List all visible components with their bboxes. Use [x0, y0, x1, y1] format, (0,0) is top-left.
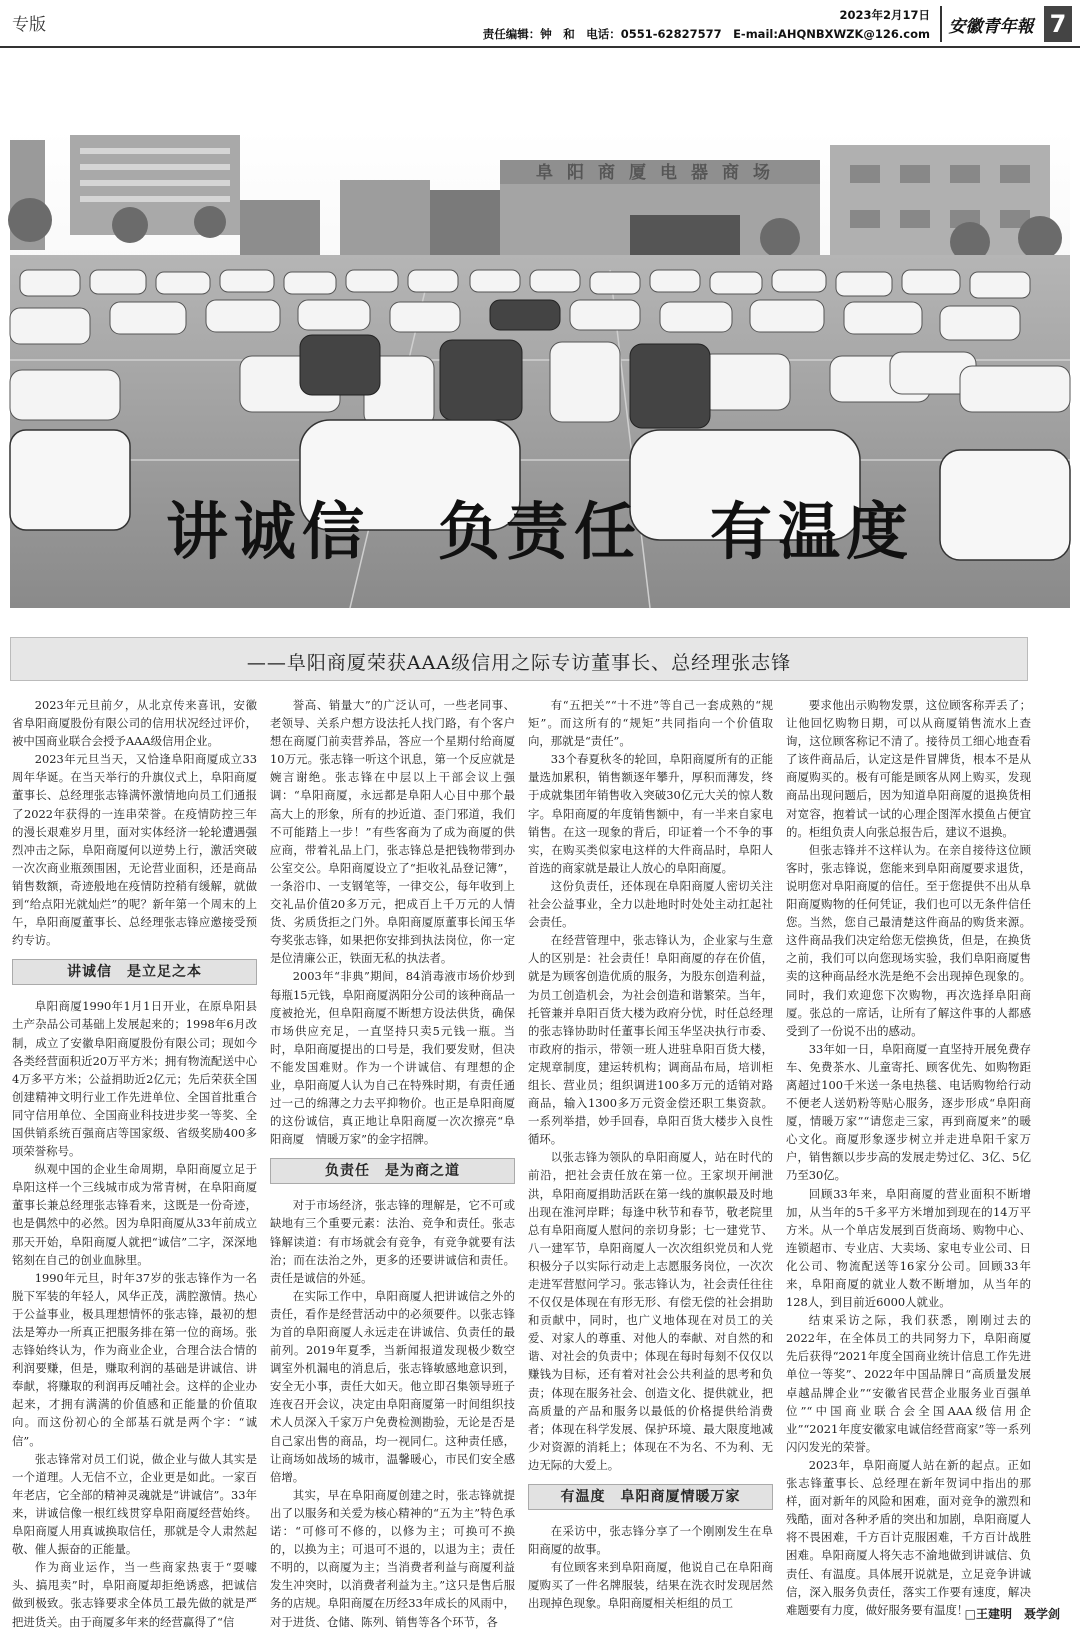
- main-headline: 讲诚信 负责任 有温度: [165, 495, 914, 568]
- paragraph: 阜阳商厦1990年1月1日开业，在原阜阳县土产杂品公司基础上发展起来的；1998年6月改制，成立了安徽阜阳商厦股份有限公司；现如今各类经营面积近20万平方米；拥有物流配送中心4万多平方米；公益捐助近2亿元；先后荣获全国创建精神文明行业工作先进单位、全国首批重合同守信用单位、全国商业科技进步奖一等奖、全国供销系统百强商店等国家级、省级奖励400多项荣誉称号。: [12, 999, 257, 1159]
- paragraph: 在经营管理中，张志锋认为，企业家与生意人的区别是：社会责任！阜阳商厦的存在价值，就是为顾客创造优质的服务，为股东创造利益，为员工创造机会，为社会创造和谐繁荣。当年，托管兼并阜阳百货大楼为政府分忧，时任总经理的张志锋协助时任董事长闻玉华坚决执行市委、市政府的指示，带领一班人进驻阜阳百货大楼，定规章制度，建运转机构；调商品布局，培训柜组长、营业员；组织调进100多万元的适销对路商品，输入1300多万元资金偿还职工集资款。一系列举措，妙手回春，阜阳百货大楼步入良性循环。: [528, 933, 773, 1147]
- author-byline: □王建明 聂学剑: [964, 1607, 1060, 1621]
- section-heading: 有温度 阜阳商厦情暖万家: [528, 1484, 773, 1510]
- page-header: [0, 0, 1080, 48]
- paragraph: 有“五把关”“十不进”等自己一套成熟的“规矩”。而这所有的“规矩”共同指向一个价值取向，那就是“责任”。: [528, 698, 773, 749]
- paragraph: 张志锋常对员工们说，做企业与做人其实是一个道理。人无信不立，企业更是如此。一家百年老店，它全部的精神灵魂就是“讲诚信”。33年来，讲诚信像一根红线贯穿阜阳商厦经营始终。阜阳商厦人用真诚换取信任，那就是令人肃然起敬、催人振奋的正能量。: [12, 1451, 257, 1557]
- paragraph: 但张志锋并不这样认为。在亲自接待这位顾客时，张志锋说，您能来到阜阳商厦要求退货，说明您对阜阳商厦的信任。至于您提供不出从阜阳商厦购物的任何凭证，我们也可以无条件信任您。当然，您自己最清楚这件商品的购货来源。这件商品我们决定给您无偿换货，但是，在换货之前，我们可以向您现场实验，我们阜阳商厦售卖的这种商品经水洗是绝不会出现掉色现象的。同时，我们欢迎您下次购物，再次选择阜阳商厦。张总的一席话，让所有了解这件事的人都感受到了一份说不出的感动。: [786, 842, 1031, 1038]
- paragraph: 以张志锋为领队的阜阳商厦人，站在时代的前沿，把社会责任放在第一位。王家坝开闸泄洪，阜阳商厦捐助活跃在第一线的旗帜最及时地出现在淮河岸畔；每逢中秋节和春节，敬老院里总有阜阳商厦人慰问的亲切身影；七一建党节、八一建军节，阜阳商厦人一次次组织党员和人党积极分子以实际行动走上志愿服务岗位，一次次走进军营慰问学习。张志锋认为，社会责任往往不仅仅是体现在有形无形、有偿无偿的社会捐助和贡献中，同时，也广义地体现在对员工的关爱、对家人的尊重、对他人的奉献、对自然的和谐、对社会的负责中；体现在每时每刻不仅仅以赚钱为目标，还有着对社会公共利益的思考和负责；体现在服务社会、创造文化、提供就业，把高质量的产品和服务以最低的价格提供给消费者；体现在科学发展、保护环境、最大限度地减少对资源的消耗上；体现在不为名、不为利、无边无际的大爱上。: [528, 1150, 773, 1472]
- section-label: 专版: [12, 15, 46, 35]
- paragraph: 2023年元旦当天，又恰逢阜阳商厦成立33周年华诞。在当天举行的升旗仪式上，阜阳商厦董事长、总经理张志锋满怀激情地向员工们通报了2022年获得的一连串荣誉。在疫情防控三年的漫长艰难岁月里，面对实体经济一轮轮遭遇强烈冲击之际，阜阳商厦何以逆势上行，激活突破一次次商业瓶颈围困，无论营业面积，还是商品销售数额，奇迹般地在疫情防控稍有缓解，就做到“给点阳光就灿烂”的呢？新年第一个周末的上午，阜阳商厦董事长、总经理张志锋应邀接受预约专访。: [12, 752, 257, 948]
- subtitle: ——阜阳商厦荣获AAA级信用之际专访董事长、总经理张志锋: [246, 652, 792, 674]
- editor-line: 责任编辑：钟 和 电话：0551-62827577 E-mail:AHQNBXWZK@126.com: [482, 27, 930, 41]
- article-column-4: [786, 696, 1031, 1617]
- paragraph: 誉高、销量大”的广泛认可，一些老同事、老领导、关系户想方设法托人找门路，有个客户想在商厦门前卖营养品，答应一个星期付给商厦10万元。张志锋一听这个讯息，第一个反应就是婉言谢绝。张志锋在中层以上干部会议上强调：“阜阳商厦，永远都是阜阳人心目中那个最高大上的形象，所有的抄近道、歪门邪道，我们不可能踏上一步！”有些客商为了成为商厦的供应商，带着礼品上门，张志锋总是把钱物带到办公室交公。阜阳商厦设立了“拒收礼品登记簿”，一条浴巾、一支钢笔等，一律交公，每年收到上交礼品价值20多万元，把成百上千万元的人情货、劣质货拒之门外。阜阳商厦原董事长闻玉华夸奖张志锋，如果把你安排到执法岗位，你一定是位清廉公正，铁面无私的执法者。: [270, 698, 515, 966]
- paragraph: 1990年元旦，时年37岁的张志锋作为一名脱下军装的年轻人，风华正茂，满腔激情。热心于公益事业，极具理想情怀的张志锋，最初的想法是筹办一所真正把服务排在第一位的商场。张志锋始终认为，作为商业企业，合理合法合情的利润要赚，但是，赚取利润的基础是讲诚信、讲奉献，将赚取的利润再反哺社会。这样的企业办起来，才拥有满满的价值感和正能量的价值取向。而这份初心的全部基石就是两个字：“诚信”。: [12, 1270, 257, 1448]
- paragraph: 回顾33年来，阜阳商厦的营业面积不断增加，从当年的5千多平方米增加到现在的14万平方米。从一个单店发展到百货商场、购物中心、连锁超市、专业店、大卖场、家电专业公司、日化公司、物流配送等16家分公司。回顾33年来，阜阳商厦的就业人数不断增加，从当年的128人，到目前近6000人就业。: [786, 1186, 1031, 1310]
- header-meta: [483, 6, 930, 44]
- issue-date: 2023年2月17日: [839, 8, 930, 22]
- paragraph: 作为商业运作，当一些商家热衷于“耍噱头、搞甩卖”时，阜阳商厦却拒绝诱惑，把诚信做到极致。张志锋要求全体员工最先做的就是严把进货关。由于商厦多年来的经营赢得了“信: [12, 1560, 257, 1629]
- paragraph: 在实际工作中，阜阳商厦人把讲诚信之外的责任，看作是经营活动中的必须要件。以张志锋为首的阜阳商厦人永远走在讲诚信、负责任的最前列。2019年夏季，当新闻报道发现极少数空调室外机漏电的消息后，张志锋敏感地意识到，安全无小事，责任大如天。他立即召集领导班子连夜召开会议，决定由阜阳商厦第一时间组织技术人员深入千家万户免费检测勘验，无论是否是自己家出售的商品，均一视同仁。这种责任感，让商场如战场的城市，温馨暖心，市民们安全感倍增。: [270, 1288, 515, 1484]
- article-column-1: [12, 696, 257, 1629]
- section-heading: 讲诚信 是立足之本: [12, 959, 257, 985]
- paragraph: 2023年，阜阳商厦人站在新的起点。正如张志锋董事长、总经理在新年贺词中指出的那样，面对新年的风险和困难，面对竞争的激烈和残酷，面对各种矛盾的突出和加剧，阜阳商厦人将不畏困难，千方百计克服困难，千方百计战胜困难。阜阳商厦人将矢志不渝地做到讲诚信、负责任、有温度。具体展开说就是，立足竞争讲诚信，深入服务负责任，落实工作要有速度，解决难题要有力度，做好服务要有温度！: [786, 1457, 1031, 1617]
- paragraph: 33个春夏秋冬的轮回，阜阳商厦所有的正能量选加累积，销售额逐年攀升，厚积而薄发，终于成就集团年销售收入突破30亿元大关的惊人数字。阜阳商厦的年度销售额中，有一半来自家电销售。在这一现象的背后，印证着一个不争的事实，在购买类似家电这样的大件商品时，阜阳人首选的商家就是最让人放心的阜阳商厦。: [528, 752, 773, 875]
- paragraph: 其实，早在阜阳商厦创建之时，张志锋就提出了以服务和关爱为核心精神的“五为主”特色承诺：“可修可不修的，以修为主；可换可不换的，以换为主；可退可不退的，以退为主；责任不明的，以商厦为主；当消费者利益与商厦利益发生冲突时，以消费者利益为主。”这只是售后服务的店规。阜阳商厦在历经33年成长的风雨中，对于进货、仓储、陈列、销售等各个环节，各: [270, 1487, 515, 1629]
- store-sign: 阜阳商厦电器商场: [536, 163, 784, 183]
- paragraph: 这份负责任，还体现在阜阳商厦人密切关注社会公益事业，全力以赴地时时处处主动扛起社会责任。: [528, 878, 773, 930]
- paragraph: 2003年“非典”期间，84消毒液市场价炒到每瓶15元钱，阜阳商厦涡阳分公司的该种商品一度被抢光，但阜阳商厦不断想方设法供货，确保市场供应充足，一直坚持只卖5元钱一瓶。当时，阜阳商厦提出的口号是，我们要发财，但决不能发国难财。作为一个讲诚信、有理想的企业，阜阳商厦人认为自己在特殊时期，有责任通过一己的绵薄之力去平抑物价。也正是阜阳商厦的这份诚信，真正地让阜阳商厦一次次擦亮“阜阳商厦 情暖万家”的金字招牌。: [270, 969, 515, 1147]
- paragraph: 对于市场经济，张志锋的理解是，它不可或缺地有三个重要元素：法治、竞争和责任。张志锋解读道：有市场就会有竞争，有竞争就要有法治；而在法治之外，更多的还要讲诚信和责任。责任是诚信的外延。: [270, 1198, 515, 1285]
- page-number: 7: [1044, 6, 1072, 42]
- article-column-3: [528, 696, 773, 1611]
- paragraph: 2023年元旦前夕，从北京传来喜讯，安徽省阜阳商厦股份有限公司的信用状况经过评价，被中国商业联合会授予AAA级信用企业。: [12, 698, 257, 749]
- section-heading: 负责任 是为商之道: [270, 1158, 515, 1184]
- article-column-2: [270, 696, 515, 1629]
- paragraph: 有位顾客来到阜阳商厦，他说自己在阜阳商厦购买了一件名牌服装，结果在洗衣时发现居然出现掉色现象。阜阳商厦相关柜组的员工: [528, 1560, 773, 1611]
- paragraph: 纵观中国的企业生命周期，阜阳商厦立足于阜阳这样一个三线城市成为常青树，在阜阳商厦董事长兼总经理张志锋看来，这既是一份奇迹，也是偶然中的必然。因为阜阳商厦从33年前成立那天开始，阜阳商厦人就把“诚信”二字，深深地铭刻在自己的创业血脉里。: [12, 1162, 257, 1267]
- newspaper-masthead: 安徽青年報: [940, 6, 1040, 42]
- subtitle-bar: [10, 637, 1028, 681]
- paragraph: 在采访中，张志锋分享了一个刚刚发生在阜阳商厦的故事。: [528, 1524, 773, 1557]
- paragraph: 结束采访之际，我们获悉，刚刚过去的2022年，在全体员工的共同努力下，阜阳商厦先后获得“2021年度全国商业统计信息工作先进单位一等奖”、2022年中国品牌日“高质量发展卓越品牌企业”“安徽省民营企业服务业百强单位”“中国商业联合会全国AAA级信用企业”“2021年度安徽家电诚信经营商家”等一系列闪闪发光的荣誉。: [786, 1313, 1031, 1454]
- paragraph: 33年如一日，阜阳商厦一直坚持开展免费存车、免费茶水、儿童寄托、顾客优先、如购物距离超过100千米送一条电热毯、电话购物给行动不便老人送奶粉等贴心服务，逐步形成“阜阳商厦，情暖万家”“请您走三家，再到商厦来”的暖心文化。商厦形象逐步树立并走进阜阳千家万户，销售额以步步高的发展走势过亿、3亿、5亿乃至30亿。: [786, 1041, 1031, 1183]
- paragraph: 要求他出示购物发票，这位顾客称弄丢了；让他回忆购物日期，可以从商厦销售流水上查询，这位顾客称记不清了。接待员工细心地查看了该件商品后，认定这是件冒牌货，根本不是从商厦购买的。极有可能是顾客从网上购买，发现商品出现问题后，因为知道阜阳商厦的退换货相对宽容，抱着试一试的心理企图浑水摸鱼占便宜的。柜组负责人向张总报告后，建议不退换。: [786, 698, 1031, 839]
